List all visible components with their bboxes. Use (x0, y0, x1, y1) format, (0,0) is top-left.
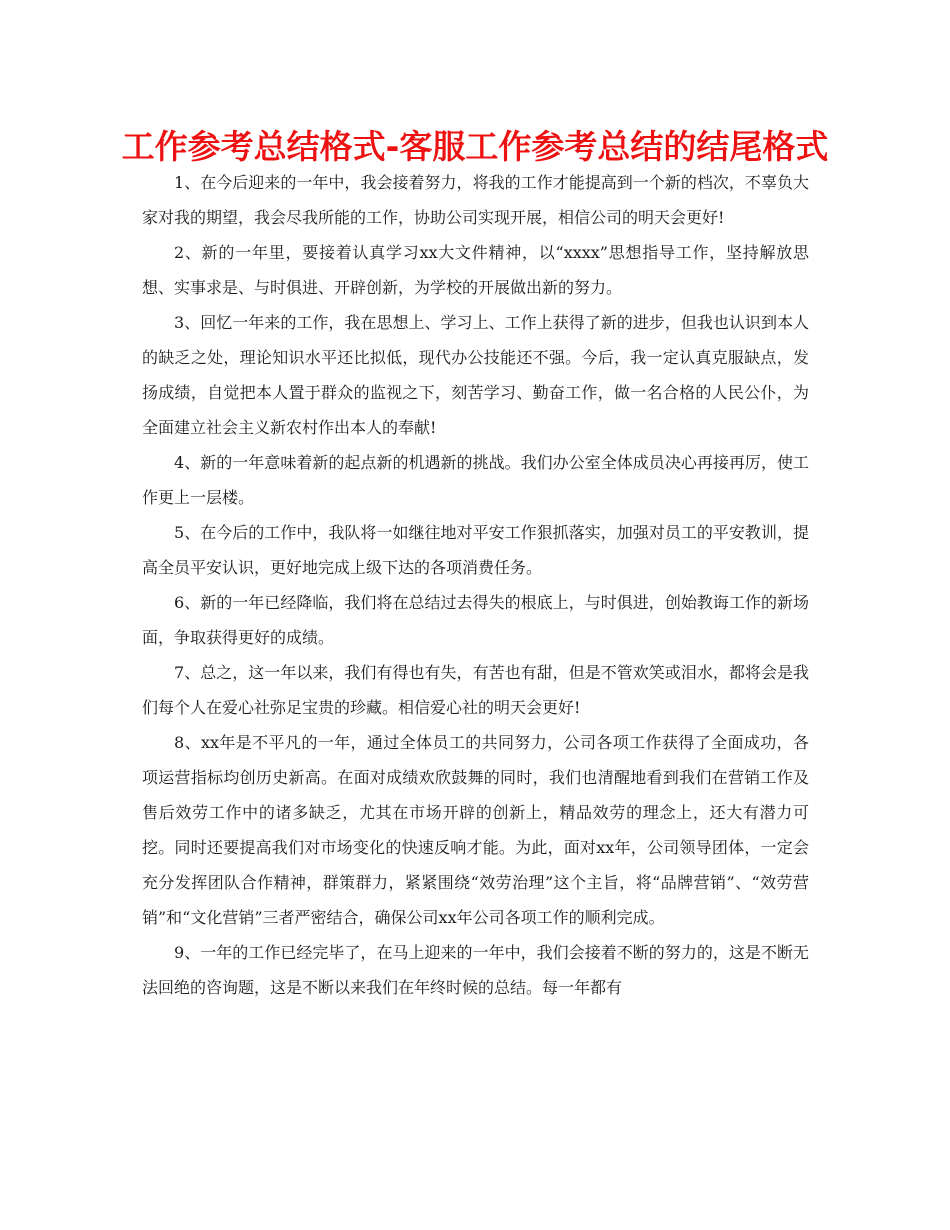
paragraph-8: 8、xx年是不平凡的一年，通过全体员工的共同努力，公司各项工作获得了全面成功，各项运营指标均创历史新高。在面对成绩欢欣鼓舞的同时，我们也清醒地看到我们在营销工作及售后效劳工作中的诸多缺乏，尤其在市场开辟的创新上，精品效劳的理念上，还大有潜力可挖。同时还要提高我们对市场变化的快速反响才能。为此，面对xx年，公司领导团体，一定会充分发挥团队合作精神，群策群力，紧紧围绕“效劳治理”这个主旨，将“品牌营销”、“效劳营销”和“文化营销”三者严密结合，确保公司xx年公司各项工作的顺利完成。 (142, 733, 809, 927)
paragraph-9: 9、一年的工作已经完毕了，在马上迎来的一年中，我们会接着不断的努力的，这是不断无法回绝的咨询题，这是不断以来我们在年终时候的总结。每一年都有 (142, 943, 809, 997)
paragraph-4: 4、新的一年意味着新的起点新的机遇新的挑战。我们办公室全体成员决心再接再厉，使工作更上一层楼。 (142, 453, 809, 507)
document-title: 工作参考总结格式-客服工作参考总结的结尾格式 (121, 127, 829, 166)
paragraph-5: 5、在今后的工作中，我队将一如继往地对平安工作狠抓落实，加强对员工的平安教训，提高全员平安认识，更好地完成上级下达的各项消费任务。 (142, 523, 809, 577)
paragraph-1: 1、在今后迎来的一年中，我会接着努力，将我的工作才能提高到一个新的档次，不辜负大家对我的期望，我会尽我所能的工作，协助公司实现开展，相信公司的明天会更好! (142, 173, 809, 227)
paragraph-2: 2、新的一年里，要接着认真学习xx大文件精神，以“xxxx”思想指导工作，坚持解放思想、实事求是、与时俱进、开辟创新，为学校的开展做出新的努力。 (142, 243, 809, 297)
paragraph-6: 6、新的一年已经降临，我们将在总结过去得失的根底上，与时俱进，创始教诲工作的新场面，争取获得更好的成绩。 (142, 593, 809, 647)
paragraph-3: 3、回忆一年来的工作，我在思想上、学习上、工作上获得了新的进步，但我也认识到本人的缺乏之处，理论知识水平还比拟低，现代办公技能还不强。今后，我一定认真克服缺点，发扬成绩，自觉把本人置于群众的监视之下，刻苦学习、勤奋工作，做一名合格的人民公仆，为全面建立社会主义新农村作出本人的奉献! (142, 313, 809, 437)
paragraph-7: 7、总之，这一年以来，我们有得也有失，有苦也有甜，但是不管欢笑或泪水，都将会是我们每个人在爱心社弥足宝贵的珍藏。相信爱心社的明天会更好! (142, 663, 809, 717)
document-body (142, 165, 809, 1005)
